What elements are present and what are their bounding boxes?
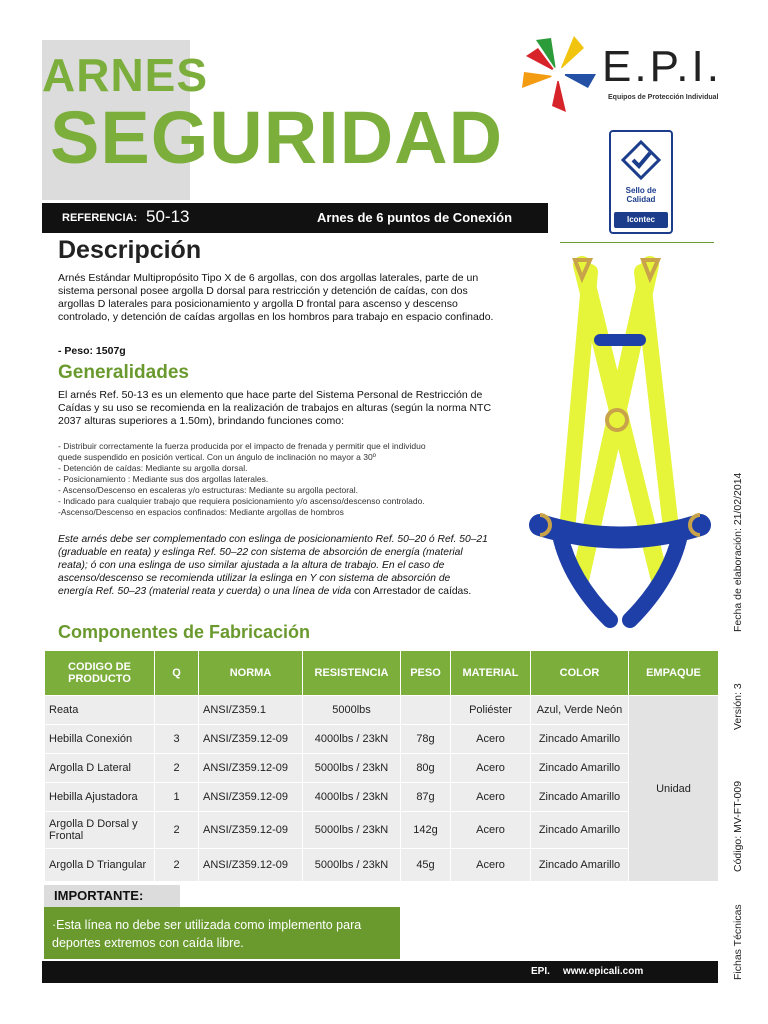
cell-codigo: Reata [45,696,155,725]
components-title: Componentes de Fabricación [58,622,311,642]
seal-label: Sello de Calidad [625,186,657,204]
list-item: - Posicionamiento : Mediante sus dos argollas laterales. [58,474,269,484]
description-title: Descripción [58,236,202,264]
cell-material: Acero [451,754,531,783]
cell-codigo: Hebilla Conexión [45,725,155,754]
title-seguridad: SEGURIDAD [50,96,504,179]
table-row [45,783,719,812]
cell-codigo: Argolla D Lateral [45,754,155,783]
reference-value: 50-13 [146,207,190,226]
cell-q: 3 [155,725,199,754]
logo-brand: E.P.I. [602,42,722,91]
cell-color: Zincado Amarillo [531,725,629,754]
recommendation-text [58,533,488,598]
cell-color: Zincado Amarillo [531,783,629,812]
reference-label: REFERENCIA: [62,212,138,224]
cell-norma: ANSI/Z359.12-09 [199,849,303,882]
description-text: Arnés Estándar Multipropósito Tipo X de 6 argollas, con dos argollas laterales, parte de un sistema personal posee argolla D dorsal para restricción y detención de caídas, con dos argollas D laterales para posicionamiento y argolla D frontal para ascenso y descenso controlado, y detención de caídas argollas en los hombros para trabajo en espacio confinado. [58,272,494,323]
footer-url[interactable]: www.epicali.com [563,966,644,977]
reference-description: Arnes de 6 puntos de Conexión [317,210,513,225]
cell-resistencia: 5000lbs / 23kN [303,754,401,783]
cell-q: 2 [155,754,199,783]
cell-color: Zincado Amarillo [531,754,629,783]
side-fecha: Fecha de elaboración: 21/02/2014 [732,472,744,632]
table-header-row [45,651,719,696]
title-arnes: ARNES [42,49,209,101]
seal-org: Icontec [614,212,668,228]
reference-bar [42,203,548,233]
side-fichas: Fichas Técnicas [732,904,744,980]
cell-q: 2 [155,849,199,882]
cell-q: 2 [155,812,199,849]
cell-material: Acero [451,725,531,754]
cell-color: Zincado Amarillo [531,812,629,849]
cell-q [155,696,199,725]
cell-material: Acero [451,849,531,882]
footer-bar [42,961,718,983]
cell-color: Azul, Verde Neón [531,696,629,725]
cell-resistencia: 5000lbs / 23kN [303,849,401,882]
table-row [45,812,719,849]
cell-peso: 78g [401,725,451,754]
generalidades-title: Generalidades [58,362,189,383]
cell-peso [401,696,451,725]
cell-color: Zincado Amarillo [531,849,629,882]
cell-peso: 45g [401,849,451,882]
list-item: - Ascenso/Descenso en escaleras y/o estructuras: Mediante su argolla pectoral. [58,485,359,495]
header-material: MATERIAL [451,651,531,696]
list-item: - Detención de caídas: Mediante su argolla dorsal. [58,463,248,473]
table-row [45,696,719,725]
footer-brand: EPI. [531,966,550,977]
epi-logo-icon [516,30,602,120]
list-item: - Distribuir correctamente la fuerza producida por el impacto de frenada y permitir que el individuo [58,441,426,451]
cell-resistencia: 5000lbs / 23kN [303,812,401,849]
icontec-seal-icon [619,138,663,182]
list-item: quede suspendido en posición vertical. Con un ángulo de inclinación no mayor a 30º [58,452,376,462]
table-row [45,754,719,783]
header-q: Q [155,651,199,696]
generalidades-list [58,441,508,518]
cell-peso: 80g [401,754,451,783]
cell-codigo: Argolla D Triangular [45,849,155,882]
cell-peso: 142g [401,812,451,849]
important-box: ·Esta línea no debe ser utilizada como implemento para deportes extremos con caída libre. [44,907,400,959]
important-label: IMPORTANTE: [44,885,180,907]
cell-resistencia: 4000lbs / 23kN [303,783,401,812]
cell-resistencia: 4000lbs / 23kN [303,725,401,754]
table-row [45,725,719,754]
cell-q: 1 [155,783,199,812]
header-peso: PESO [401,651,451,696]
header-resistencia: RESISTENCIA [303,651,401,696]
cell-norma: ANSI/Z359.1 [199,696,303,725]
logo-tagline: Equipos de Protección Individual [608,94,719,101]
epi-logo [516,30,726,120]
cell-norma: ANSI/Z359.12-09 [199,812,303,849]
header-codigo: CODIGO DE PRODUCTO [45,651,155,696]
cell-material: Acero [451,783,531,812]
cell-codigo: Hebilla Ajustadora [45,783,155,812]
table-row [45,849,719,882]
cell-norma: ANSI/Z359.12-09 [199,783,303,812]
cell-peso: 87g [401,783,451,812]
side-version: Versión: 3 [732,683,744,730]
cell-norma: ANSI/Z359.12-09 [199,754,303,783]
header-norma: NORMA [199,651,303,696]
cell-resistencia: 5000lbs [303,696,401,725]
cell-material: Poliéster [451,696,531,725]
side-codigo: Código: MV-FT-009 [732,780,744,872]
cell-material: Acero [451,812,531,849]
recommendation-italic: Este arnés debe ser complementado con eslinga de posicionamiento Ref. 50–20 ó Ref. 50–21 (graduable en reata) y eslinga Ref. 50–22 con sistema de absorción de energía (material reata); ó con una eslinga de uso similar ajustada a la altura de trabajo. En el caso de ascenso/descenso se recomienda utilizar la eslinga en Y con sistema de absorción de energía Ref. 50–23 (material reata y cuerda) o una línea de vida [58,534,488,597]
list-item: - Indicado para cualquier trabajo que requiera posicionamiento y/o ascenso/descenso controlado. [58,496,425,506]
quality-seal [609,130,673,234]
header-empaque: EMPAQUE [629,651,719,696]
list-item: -Ascenso/Descenso en espacios confinados: Mediante argollas de hombros [58,507,344,517]
cell-empaque: Unidad [629,696,719,882]
generalidades-text: El arnés Ref. 50-13 es un elemento que hace parte del Sistema Personal de Restricción de Caídas y su uso se recomienda en la realización de trabajos en alturas (según la norma NTC 2037 alturas superiores a 1.50m), brindando funciones como: [58,389,492,427]
divider [560,242,714,243]
components-table [44,650,719,882]
weight-text: - Peso: 1507g [58,345,126,357]
header-color: COLOR [531,651,629,696]
cell-codigo: Argolla D Dorsal y Frontal [45,812,155,849]
cell-norma: ANSI/Z359.12-09 [199,725,303,754]
harness-image [520,250,720,640]
recommendation-tail: con Arrestador de caídas. [351,586,472,597]
